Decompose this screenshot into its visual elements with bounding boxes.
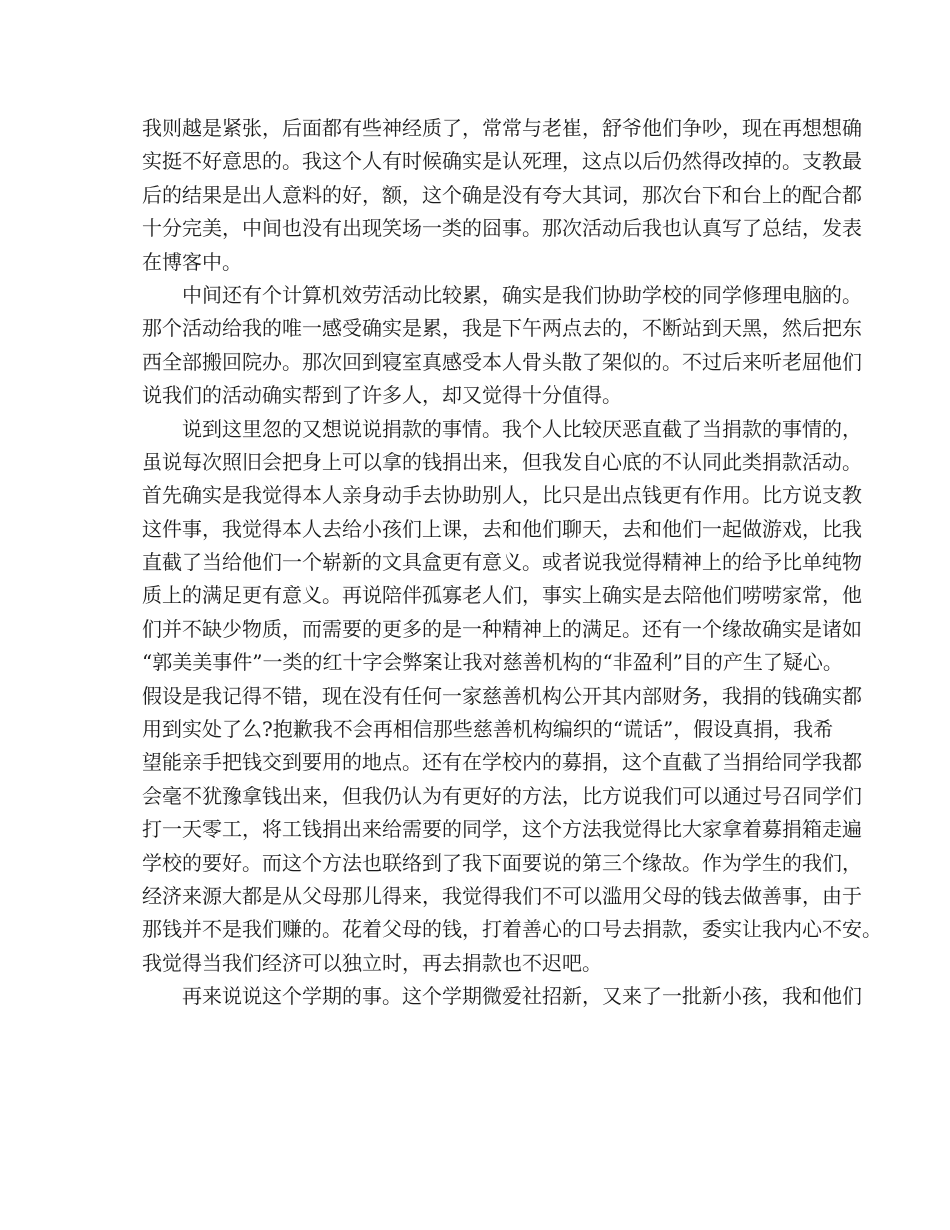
text-line: 实挺不好意思的。我这个人有时候确实是认死理，这点以后仍然得改掉的。支教最 xyxy=(142,149,862,174)
text-line: 这件事，我觉得本人去给小孩们上课，去和他们聊天，去和他们一起做游戏，比我 xyxy=(142,516,862,541)
text-line: 中间还有个计算机效劳活动比较累，确实是我们协助学校的同学修理电脑的。 xyxy=(182,282,862,307)
text-line: 那个活动给我的唯一感受确实是累，我是下午两点去的，不断站到天黑，然后把东 xyxy=(142,316,862,341)
text-line: “郭美美事件”一类的红十字会弊案让我对慈善机构的“非盈利”目的产生了疑心。 xyxy=(142,650,843,675)
text-line: 我则越是紧张，后面都有些神经质了，常常与老崔，舒爷他们争吵，现在再想想确 xyxy=(142,116,862,140)
text-line: 质上的满足更有意义。再说陪伴孤寡老人们，事实上确实是去陪他们唠唠家常，他 xyxy=(142,583,862,608)
text-line: 望能亲手把钱交到要用的地点。还有在学校内的募捐，这个直截了当捐给同学我都 xyxy=(142,750,862,775)
text-line: 们并不缺少物质，而需要的更多的是一种精神上的满足。还有一个缘故确实是诸如 xyxy=(142,616,862,641)
document-body xyxy=(142,112,882,1014)
text-line: 在博客中。 xyxy=(142,249,242,274)
text-line: 首先确实是我觉得本人亲身动手去协助别人，比只是出点钱更有作用。比方说支教 xyxy=(142,483,862,508)
text-line: 学校的要好。而这个方法也联络到了我下面要说的第三个缘故。作为学生的我们， xyxy=(142,850,862,875)
text-line: 说我们的活动确实帮到了许多人，却又觉得十分值得。 xyxy=(142,383,622,408)
text-line: 那钱并不是我们赚的。花着父母的钱，打着善心的口号去捐款，委实让我内心不安。 xyxy=(142,917,882,942)
text-line: 用到实处了么?抱歉我不会再相信那些慈善机构编织的“谎话”，假设真捐，我希 xyxy=(142,717,834,742)
text-line: 直截了当给他们一个崭新的文具盒更有意义。或者说我觉得精神上的给予比单纯物 xyxy=(142,550,862,575)
text-line: 西全部搬回院办。那次回到寝室真感受本人骨头散了架似的。不过后来听老屈他们 xyxy=(142,349,862,374)
text-line: 虽说每次照旧会把身上可以拿的钱捐出来，但我发自心底的不认同此类捐款活动。 xyxy=(142,449,862,474)
text-line: 说到这里忽的又想说说捐款的事情。我个人比较厌恶直截了当捐款的事情的， xyxy=(182,416,862,441)
text-line: 十分完美，中间也没有出现笑场一类的囧事。那次活动后我也认真写了总结，发表 xyxy=(142,216,862,241)
text-line: 再来说说这个学期的事。这个学期微爱社招新，又来了一批新小孩，我和他们 xyxy=(182,984,862,1009)
text-line: 我觉得当我们经济可以独立时，再去捐款也不迟吧。 xyxy=(142,950,602,975)
text-line: 假设是我记得不错，现在没有任何一家慈善机构公开其内部财务，我捐的钱确实都 xyxy=(142,683,862,708)
text-line: 会毫不犹豫拿钱出来，但我仍认为有更好的方法，比方说我们可以通过号召同学们 xyxy=(142,783,862,808)
text-line: 经济来源大都是从父母那儿得来，我觉得我们不可以滥用父母的钱去做善事，由于 xyxy=(142,883,862,908)
text-line: 打一天零工，将工钱捐出来给需要的同学，这个方法我觉得比大家拿着募捐箱走遍 xyxy=(142,817,862,842)
text-line: 后的结果是出人意料的好，额，这个确是没有夸大其词，那次台下和台上的配合都 xyxy=(142,182,862,207)
